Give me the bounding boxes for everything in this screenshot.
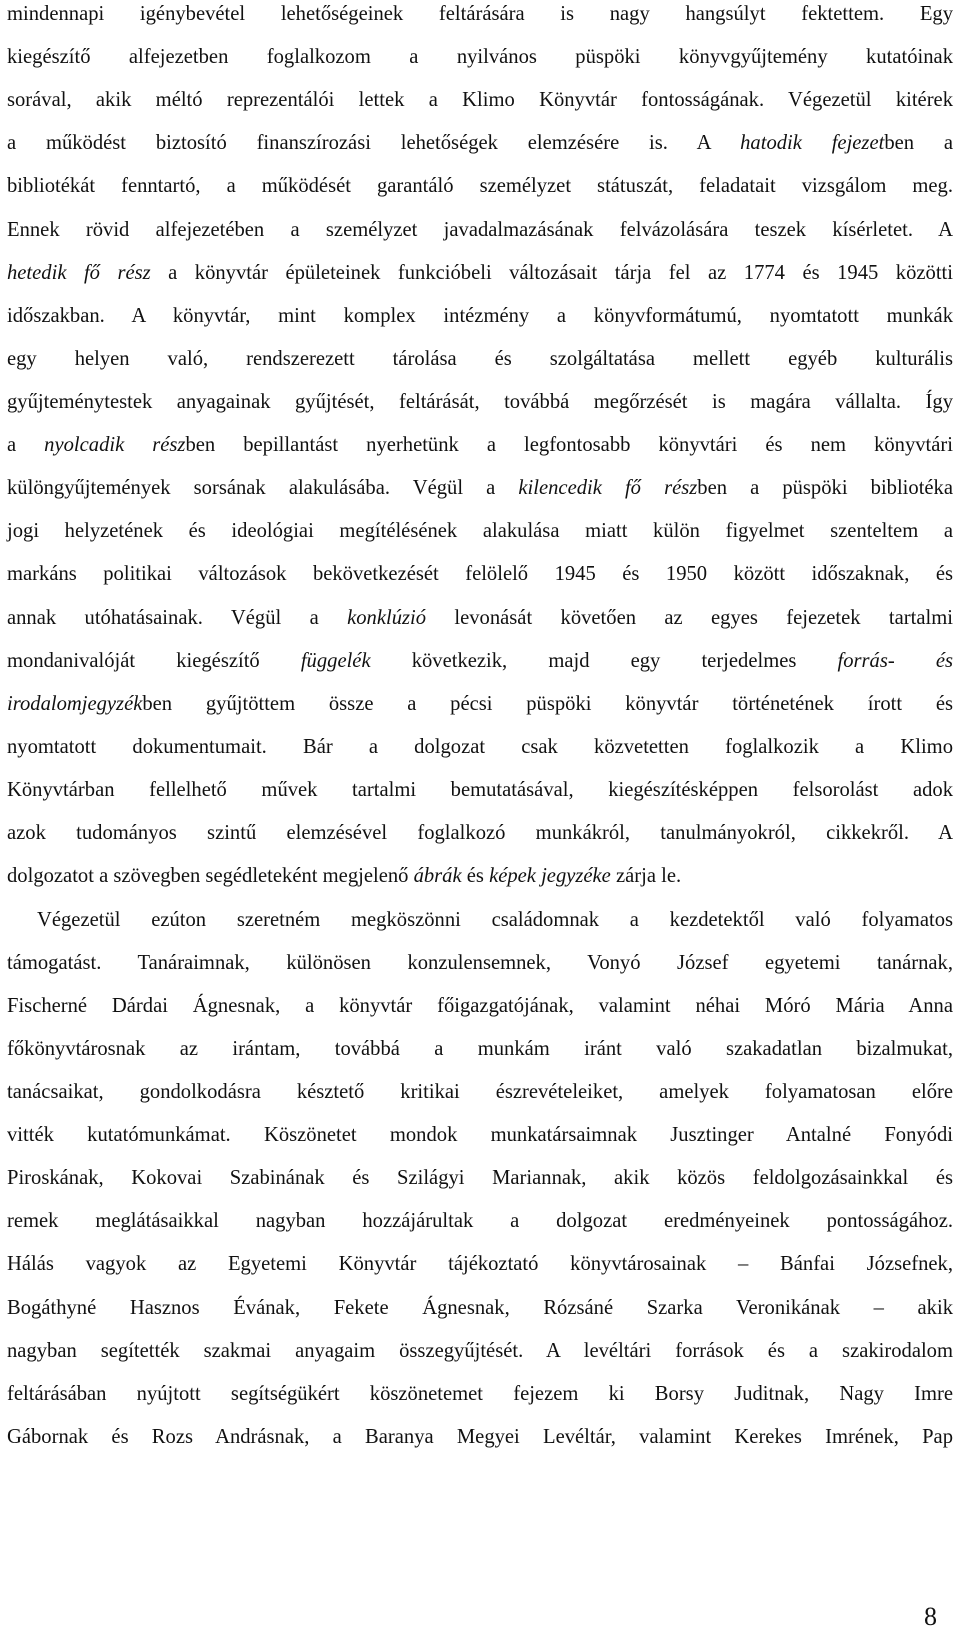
text-run: Piroskának, Kokovai Szabinának és Szilágyi Mariannak, akik közös feldolgozásainkkal és [7, 1167, 953, 1189]
text-run: Könyvtárban fellelhető művek tartalmi bemutatásával, kiegészítésképpen felsorolást adok [7, 779, 953, 801]
text-line [7, 864, 953, 888]
text-run: különgyűjtemények sorsának alakulásába. Végül a [7, 477, 519, 499]
text-line [7, 1123, 953, 1147]
text-line [7, 1252, 953, 1276]
text-line [7, 2, 953, 26]
text-run: egy helyen való, rendszerezett tárolása és szolgáltatása mellett egyéb kulturális [7, 348, 953, 370]
text-run: bibliotékát fenntartó, a működését garantáló személyzet státuszát, feladatait vizsgálom meg. [7, 175, 953, 197]
text-line [7, 1296, 953, 1320]
text-run: feltárásában nyújtott segítségükért köszönetemet fejezem ki Borsy Juditnak, Nagy Imre [7, 1383, 953, 1405]
text-line [7, 519, 953, 543]
text-line [7, 1037, 953, 1061]
italic-text-run: hatodik fejezet [740, 132, 885, 154]
page-number: 8 [924, 1602, 937, 1631]
text-run: jogi helyzetének és ideológiai megítélésének alakulása miatt külön figyelmet szenteltem a [7, 520, 953, 542]
text-line [7, 735, 953, 759]
text-run: azok tudományos szintű elemzésével foglalkozó munkákról, tanulmányokról, cikkekről. A [7, 822, 953, 844]
text-run: gyűjteménytestek anyagainak gyűjtését, feltárását, továbbá megőrzését is magára vállalta. Így [7, 391, 953, 413]
text-run: a könyvtár épületeinek funkcióbeli változásait tárja fel az 1774 és 1945 közötti [150, 262, 953, 284]
text-line [7, 649, 953, 673]
text-run: annak utóhatásainak. Végül a [7, 607, 348, 629]
text-run: sorával, akik méltó reprezentálói lettek a Klimo Könyvtár fontosságának. Végezetül kitérek [7, 89, 953, 111]
text-run: dolgozatot a szövegben segédleteként megjelenő [7, 865, 414, 887]
text-line [7, 1166, 953, 1190]
text-run: remek meglátásaikkal nagyban hozzájárultak a dolgozat eredményeinek pontosságához. [7, 1210, 953, 1232]
text-line [7, 994, 953, 1018]
italic-text-run: függelék [300, 650, 371, 672]
text-line [7, 821, 953, 845]
text-line [7, 778, 953, 802]
text-run: időszakban. A könyvtár, mint komplex intézmény a könyvformátumú, nyomtatott munkák [7, 305, 953, 327]
italic-text-run: nyolcadik rész [44, 434, 186, 456]
text-run: Végezetül ezúton szeretném megköszönni családomnak a kezdetektől való folyamatos [37, 909, 953, 931]
text-run: következik, majd egy terjedelmes [370, 650, 838, 672]
text-run: levonását követően az egyes fejezetek tartalmi [426, 607, 953, 629]
text-line [7, 88, 953, 112]
text-run: Bogáthyné Hasznos Évának, Fekete Ágnesnak, Rózsáné Szarka Veronikának – akik [7, 1297, 953, 1319]
italic-text-run: konklúzió [347, 607, 427, 629]
text-run: ben a püspöki bibliotéka [697, 477, 953, 499]
text-run: és [461, 865, 490, 887]
text-run: főkönyvtárosnak az irántam, továbbá a munkám iránt való szakadatlan bizalmukat, [7, 1038, 953, 1060]
text-line [7, 433, 953, 457]
text-run: mindennapi igénybevétel lehetőségeinek feltárására is nagy hangsúlyt fektettem. Egy [7, 3, 953, 25]
text-run: ben gyűjtöttem össze a pécsi püspöki könyvtár történetének írott és [142, 693, 953, 715]
text-line [7, 1425, 953, 1449]
text-run: a működést biztosító finanszírozási lehetőségek elemzésére is. A [7, 132, 741, 154]
text-run: markáns politikai változások bekövetkezését felölelő 1945 és 1950 között időszaknak, és [7, 563, 953, 585]
text-run: kiegészítő alfejezetben foglalkozom a nyilvános püspöki könyvgyűjtemény kutatóinak [7, 46, 953, 68]
italic-text-run: kilencedik fő rész [518, 477, 698, 499]
text-run: nyomtatott dokumentumait. Bár a dolgozat csak közvetetten foglalkozik a Klimo [7, 736, 953, 758]
text-run: nagyban segítették szakmai anyagaim összegyűjtését. A levéltári források és a szakirodalom [7, 1340, 953, 1362]
italic-text-run: ábrák [413, 865, 462, 887]
text-run: tanácsaikat, gondolkodásra késztető kritikai észrevételeiket, amelyek folyamatosan előre [7, 1081, 953, 1103]
text-line [7, 1382, 953, 1406]
text-run: Hálás vagyok az Egyetemi Könyvtár tájékoztató könyvtárosainak – Bánfai Józsefnek, [7, 1253, 953, 1275]
text-line [7, 1339, 953, 1363]
text-line [7, 951, 953, 975]
text-run: zárja le. [610, 865, 682, 887]
text-run: mondanivalóját kiegészítő [7, 650, 301, 672]
text-line [7, 1209, 953, 1233]
text-line [7, 476, 953, 500]
italic-text-run: forrás- és [837, 650, 953, 672]
text-run: Ennek rövid alfejezetében a személyzet javadalmazásának felvázolására teszek kísérletet. A [7, 219, 953, 241]
text-run: Fischerné Dárdai Ágnesnak, a könyvtár főigazgatójának, valamint néhai Móró Mária Anna [7, 995, 953, 1017]
text-line [37, 908, 953, 932]
italic-text-run: irodalomjegyzék [7, 693, 143, 715]
text-run: vitték kutatómunkámat. Köszönetet mondok munkatársaimnak Jusztinger Antalné Fonyódi [7, 1124, 953, 1146]
text-run: ben bepillantást nyerhetünk a legfontosabb könyvtári és nem könyvtári [185, 434, 953, 456]
text-line [7, 1080, 953, 1104]
text-line [7, 606, 953, 630]
text-line [7, 692, 953, 716]
text-line [7, 304, 953, 328]
text-line [7, 261, 953, 285]
italic-text-run: hetedik fő rész [7, 262, 151, 284]
text-line [7, 131, 953, 155]
italic-text-run: képek jegyzéke [489, 865, 611, 887]
text-line [7, 174, 953, 198]
text-line [7, 390, 953, 414]
text-line [7, 45, 953, 69]
text-run: Gábornak és Rozs Andrásnak, a Baranya Megyei Levéltár, valamint Kerekes Imrének, Pap [7, 1426, 953, 1448]
text-line [7, 218, 953, 242]
text-run: a [7, 434, 45, 456]
text-run: támogatást. Tanáraimnak, különösen konzulensemnek, Vonyó József egyetemi tanárnak, [7, 952, 953, 974]
text-line [7, 562, 953, 586]
text-line [7, 347, 953, 371]
text-run: ben a [884, 132, 953, 154]
